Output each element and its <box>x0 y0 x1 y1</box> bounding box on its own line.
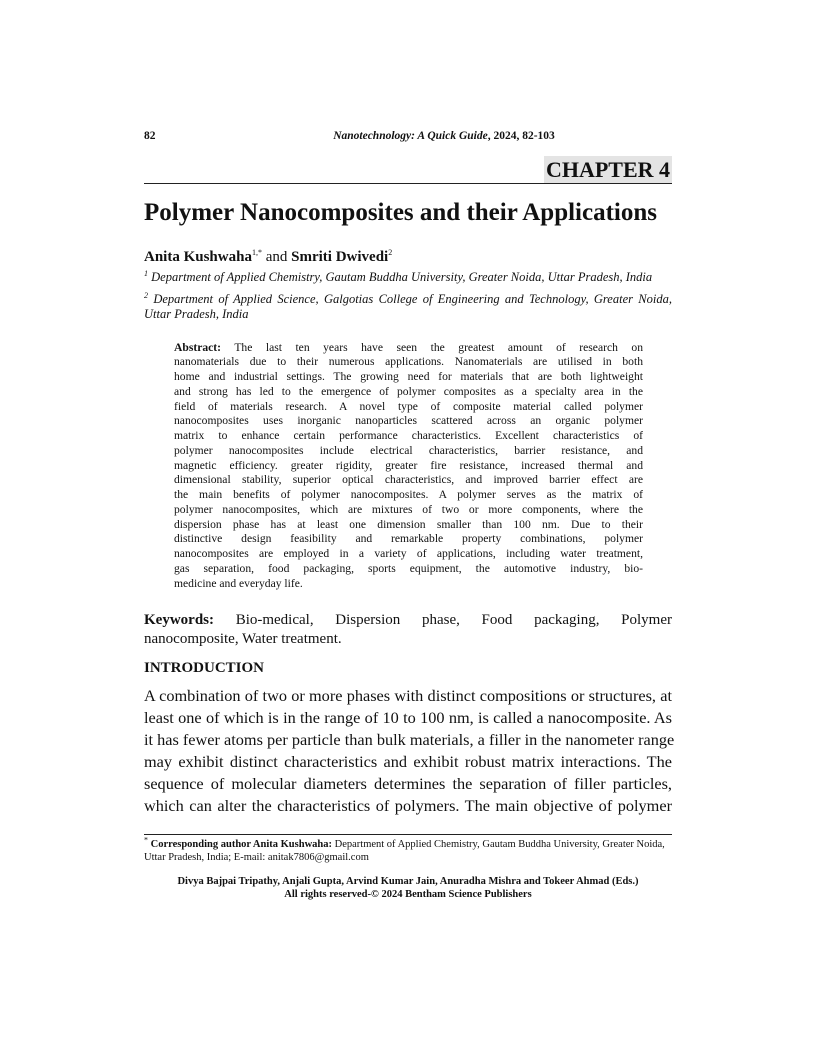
line-text: The last ten years have seen the greatest amount of research on <box>221 340 643 354</box>
journal-title: Nanotechnology: A Quick Guide <box>333 130 488 142</box>
line-text: dimensional stability, superior optical characteristics, and improved barrier effect are <box>174 473 643 487</box>
text-line <box>144 773 672 795</box>
line-text: magnetic efficiency. greater rigidity, greater fire resistance, increased thermal and <box>174 458 643 472</box>
text-line <box>144 795 672 817</box>
authors-and: and <box>261 249 292 265</box>
affiliation-2 <box>144 292 672 323</box>
text-line <box>174 488 643 503</box>
authors <box>144 248 672 266</box>
line-text: A combination of two or more phases with distinct compositions or structures, at <box>144 686 672 706</box>
affiliation-text: Department of Applied Chemistry, Gautam Buddha University, Greater Noida, Uttar Pradesh, India <box>148 270 653 284</box>
page-footer <box>144 834 672 901</box>
text-line <box>174 503 643 518</box>
text-line <box>174 341 643 356</box>
footnote-label: Corresponding author Anita Kushwaha: <box>148 839 332 850</box>
author-2-sup: 2 <box>388 248 393 257</box>
keywords <box>144 611 672 649</box>
footnote-text: Department of Applied Chemistry, Gautam Buddha University, Greater Noida, Uttar Pradesh, India; E-mail: anitak7806@gmail.com <box>144 839 665 863</box>
text-line <box>174 459 643 474</box>
footnote-rule <box>144 834 672 835</box>
keywords-line <box>144 611 672 630</box>
line-text: nanocomposites are employed in a variety of applications, including water treatment, <box>174 547 643 560</box>
author-1-sup: 1,* <box>251 248 262 257</box>
text-line <box>144 707 672 729</box>
text-line <box>174 547 643 562</box>
text-line <box>174 414 643 429</box>
text-line <box>174 385 643 400</box>
main-column <box>144 128 675 817</box>
footnote-sup: * <box>144 835 148 845</box>
header-rule <box>144 183 672 184</box>
text-line <box>144 729 675 751</box>
keywords-label: Keywords: <box>144 612 214 629</box>
text-line <box>174 429 643 444</box>
introduction-body <box>144 685 675 817</box>
text-line <box>144 685 672 707</box>
line-text: sequence of molecular diameters determines the separation of filler particles, <box>144 774 672 794</box>
line-text: polymer nanocomposites, which are mixtures of two or more components, where the <box>174 502 643 516</box>
line-text: medicine and everyday life. <box>174 576 303 590</box>
text-line <box>174 473 643 488</box>
affiliation-1 <box>144 270 672 286</box>
editors-line: Divya Bajpai Tripathy, Anjali Gupta, Arvind Kumar Jain, Anuradha Mishra and Tokeer Ahmad (Eds.) <box>177 876 639 887</box>
chapter-row <box>144 156 672 183</box>
line-text: and strong has led to the emergence of polymer composites as a specialty area in the <box>174 384 643 398</box>
line-text: home and industrial settings. The growing need for materials that are both lightweight <box>174 370 643 383</box>
copyright-line: All rights reserved-© 2024 Bentham Science Publishers <box>284 888 532 900</box>
text-line <box>174 444 643 459</box>
line-text: matrix to enhance certain performance characteristics. Excellent characteristics of <box>174 429 643 442</box>
line-text: distinctive design feasibility and remarkable property combinations, polymer <box>174 532 643 546</box>
affiliation-sup: 2 <box>144 290 148 300</box>
author-1: Anita Kushwaha <box>144 249 252 265</box>
text-line <box>174 355 643 370</box>
text-line <box>144 751 672 773</box>
line-text: least one of which is in the range of 10 to 100 nm, is called a nanocomposite. As <box>144 708 672 728</box>
line-text: field of materials research. A novel type of composite material called polymer <box>174 399 643 413</box>
affiliation-sup: 1 <box>144 268 148 278</box>
chapter-title: Polymer Nanocomposites and their Applications <box>144 199 657 226</box>
text-line <box>174 370 643 385</box>
line-text: gas separation, food packaging, sports equipment, the automotive industry, bio- <box>174 561 643 575</box>
page-number: 82 <box>144 130 156 142</box>
editors <box>144 876 672 901</box>
footnote <box>144 835 672 864</box>
line-text: it has fewer atoms per particle than bulk materials, a filler in the nanometer range <box>144 730 675 750</box>
line-text: which can alter the characteristics of polymers. The main objective of polymer <box>144 796 672 816</box>
line-text: nanomaterials due to their numerous applications. Nanomaterials are utilised in both <box>174 355 643 369</box>
text-line <box>174 532 643 547</box>
text-line <box>174 577 643 592</box>
text-line <box>174 518 643 533</box>
line-text: dispersion phase has at least one dimension smaller than 100 nm. Due to their <box>174 517 643 531</box>
line-text: may exhibit distinct characteristics and exhibit robust matrix interactions. The <box>144 752 672 772</box>
chapter-label: CHAPTER 4 <box>545 157 670 182</box>
journal-info: , 2024, 82-103 <box>487 130 555 142</box>
line-text: the main benefits of polymer nanocomposites. A polymer serves as the matrix of <box>174 488 643 501</box>
abstract-label: Abstract: <box>174 340 222 354</box>
running-header <box>294 128 594 144</box>
section-heading: INTRODUCTION <box>144 660 265 677</box>
line-text: polymer nanocomposites include electrical characteristics, barrier resistance, and <box>174 443 643 457</box>
running-header-row <box>144 128 672 144</box>
text-line <box>174 400 643 415</box>
author-2: Smriti Dwivedi <box>291 249 389 265</box>
keywords-line: nanocomposite, Water treatment. <box>144 631 342 648</box>
line-text: nanocomposites uses inorganic nanoparticles scattered across an organic polymer <box>174 414 643 428</box>
text-line <box>174 562 643 577</box>
affiliation-text: Department of Applied Science, Galgotias College of Engineering and Technology, Greater Noida, Uttar Pradesh, India <box>144 291 672 321</box>
keywords-text: Bio-medical, Dispersion phase, Food packaging, Polymer <box>214 612 672 629</box>
abstract <box>174 341 643 592</box>
